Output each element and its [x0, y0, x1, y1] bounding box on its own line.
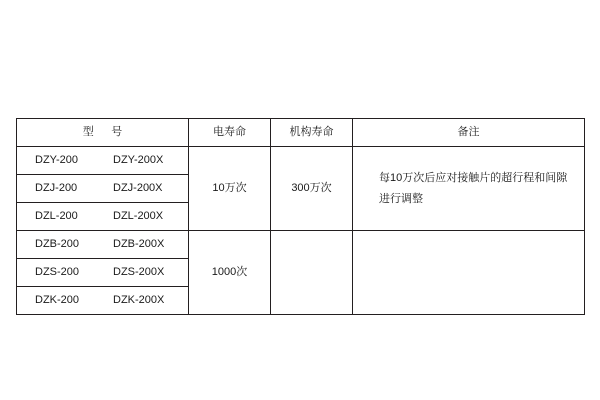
remark-cell-empty: [353, 231, 585, 315]
table-row: [17, 231, 585, 259]
remark-line-1: 每10万次后应对接触片的超行程和间隙: [379, 171, 568, 184]
header-electrical-life: 电寿命: [189, 119, 271, 147]
model-code-variant: DZS-200X: [113, 265, 165, 278]
model-code-primary: DZK-200: [35, 293, 80, 306]
mechanical-life-group-1: 300万次: [271, 147, 353, 231]
model-code-variant: DZJ-200X: [113, 181, 163, 194]
header-remark: 备注: [353, 119, 585, 147]
electrical-life-group-2: 1000次: [189, 231, 271, 315]
model-cell: [17, 259, 189, 287]
remark-line-2: 进行调整: [379, 192, 423, 205]
model-code-primary: DZY-200: [35, 153, 79, 166]
model-cell: [17, 231, 189, 259]
model-code-primary: DZJ-200: [35, 181, 78, 194]
model-code-variant: DZB-200X: [113, 237, 165, 250]
spec-table-container: [16, 118, 584, 315]
model-cell: [17, 175, 189, 203]
table-row: [17, 147, 585, 175]
electrical-life-group-1: 10万次: [189, 147, 271, 231]
header-model-label: 型 号: [82, 125, 126, 138]
model-code-variant: DZK-200X: [113, 293, 165, 306]
model-code-variant: DZY-200X: [113, 153, 164, 166]
header-model: [17, 119, 189, 147]
model-cell: [17, 203, 189, 231]
model-code-primary: DZS-200: [35, 265, 80, 278]
model-cell: [17, 147, 189, 175]
model-code-primary: DZL-200: [35, 209, 78, 222]
model-code-variant: DZL-200X: [113, 209, 164, 222]
mechanical-life-group-2: [271, 231, 353, 315]
remark-cell: [353, 147, 585, 231]
model-cell: [17, 287, 189, 315]
table-header-row: [17, 119, 585, 147]
spec-table: [16, 118, 585, 315]
header-mechanical-life: 机构寿命: [271, 119, 353, 147]
model-code-primary: DZB-200: [35, 237, 80, 250]
